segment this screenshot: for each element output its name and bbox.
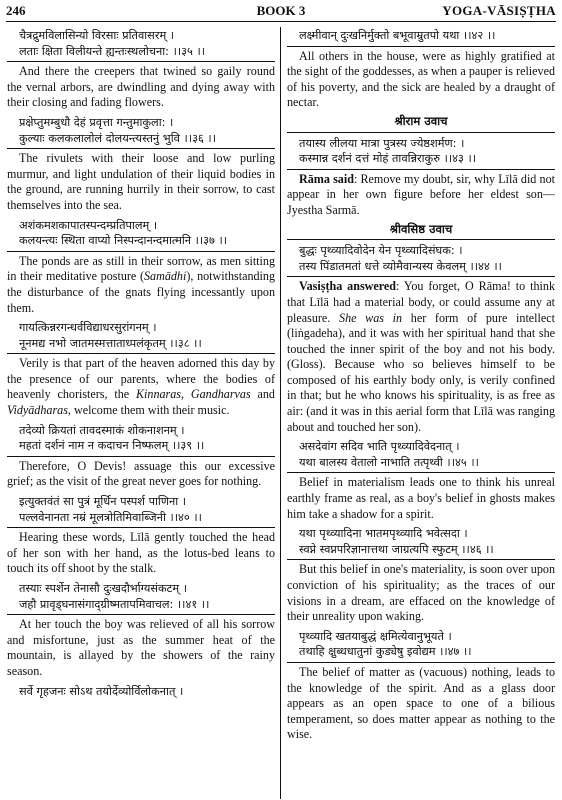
verse-line: गायत्किन्नरगन्धर्वविद्याधरसुरांगनम् ।	[19, 321, 157, 335]
verse-line: तस्याः स्पर्शेन तेनासौ दुःखदौर्भाग्यसंकटम् ।	[19, 582, 188, 595]
verse-line: पृथ्व्यादि खतयाबुद्धं क्षमित्येवानुभूयते ।	[299, 629, 452, 643]
verse-46	[287, 525, 555, 560]
translation-41: At her touch the boy was relieved of all his sorrow and misfortune, just as the summer heat of the mountain, is allayed by the showers of the rainy season.	[7, 617, 275, 678]
text-run: and	[250, 387, 275, 402]
verse-line: यथा पृथ्व्यादिना भातमपृथ्व्यादि भवेत्सदा ।	[299, 527, 468, 541]
verse-line: तदेव्यो क्रियतां तावदस्माकं शोकनाशनम् ।	[19, 423, 185, 437]
verse-line: बुद्धः पृथ्व्यादिवोदेन येन पृथ्व्यादिसंघक: ।	[299, 244, 463, 258]
verse-47	[287, 628, 555, 663]
verse-41	[7, 580, 275, 615]
verse-35	[7, 27, 275, 62]
verse-42-start	[7, 683, 275, 702]
book-label: BOOK 3	[256, 3, 306, 18]
verse-line: महतां दर्शनं नाम न कदाचन निष्फलम् ।।३९ ।।	[19, 439, 205, 453]
column-divider	[280, 27, 281, 799]
verse-line: नूनमद्य नभो जातमस्मत्ताताध्पलंकृतम् ।।३८ ।।	[19, 336, 202, 350]
verse-line: तथाहि क्षुब्धधातुनां कुड्येषु इवोद्यम ।।४७ ।।	[299, 645, 472, 659]
verse-line: स्वप्ने स्वप्नपरिज्ञानात्तथा जाग्रत्यपि स्फुटम् ।।४६ ।।	[299, 542, 494, 556]
verse-42-end	[287, 27, 555, 47]
text-run: , welcome them with their music.	[67, 403, 230, 418]
italic-term: Samādhi	[144, 269, 187, 284]
verse-line: कस्मान्न दर्शनं दत्तं मोहं तावन्निराकुरु ।।४३ ।।	[299, 152, 477, 166]
verse-line: लक्ष्मीवान् दुःखनिर्मुक्तो बभूवाम्रुतपो यथा ।।४२ ।।	[299, 29, 496, 42]
left-column	[7, 27, 275, 799]
translation-46: But this belief in one's materiality, is soon over upon conviction of his spirituality; as the traces of our visions in a dream, are effaced on the knowledge of their unreality upon waking.	[287, 562, 555, 624]
italic-term: She was in	[339, 310, 403, 325]
translation-35: And there the creepers that twined so gaily round the vernal arbors, are dwindling and dying away with their closing and fading flowers.	[7, 64, 275, 110]
verse-line: कलयन्त्यः स्थिता वाप्यो निस्पन्दानन्दमात्मनि ।।३७ ।।	[19, 234, 228, 248]
verse-line: अशंकमशकापातस्पन्दम्प्रतिपालम् ।	[19, 218, 158, 232]
speaker-heading-rama: श्रीराम उवाच	[287, 114, 555, 133]
translation-47: The belief of matter as (vacuous) nothing, leads to the knowledge of the spirit. And as a glass door appears as an open space to one of a bilious temperament, so does matter appear as nothing to the wise.	[287, 664, 555, 742]
text-run: The ponds are as still in their sorrow, as men sitting in their meditative posture (	[7, 253, 275, 284]
text-run: Verily is that part of the heaven adorned this day by the presence of our parents, where the bodies of heavenly choristers, the	[7, 356, 275, 402]
verse-36	[7, 114, 275, 149]
translation-37	[7, 254, 275, 316]
text-run: her form of pure intellect (liṅgadeha), and it was with her spiritual hand that she touched the inner spirit of the boy and not his body. (Gloss). Because who so believes himself to be composed of his earthly body only, is verily confined in that; but he who knows his spirituality, is as free as air: (and it was in this aerial form that Līlā was ranging about and touched her son).	[287, 310, 555, 434]
translation-43	[287, 172, 555, 219]
verse-line: यथा बालस्य वेतालो नाभाति तत्पृथ्वी ।।४५ ।।	[299, 455, 479, 469]
verse-line: सर्वे गृहजनः सोऽथ तयोर्देव्योर्विलोकनात् ।	[19, 684, 184, 698]
speaker-heading-vasistha: श्रीवसिष्ठ उवाच	[287, 222, 555, 241]
verse-39	[7, 422, 275, 457]
page-number: 246	[6, 3, 26, 18]
verse-line: कुल्याः कलकलालोलं दोलयन्त्यस्तनुं भुवि ।।३६ ।।	[19, 131, 216, 145]
translation-36: The rivulets with their loose and low purling murmur, and light undulation of their liquid bodies in the ground, are running hurrily in their sorrow, to cast themselves into the sea.	[7, 151, 275, 212]
text-run: : You forget, O Rāma! to think that Līlā had a material body, or could assume any at pleasure.	[287, 279, 555, 325]
text-run: : Remove my doubt, sir, why Līlā did not appear in her own figure before her eldest son— Jyestha Sarmā.	[287, 171, 555, 217]
right-column	[287, 27, 555, 799]
translation-40: Hearing these words, Līlā gently touched the head of her son with her hand, as the lotus-bed leans to touch its off shoot by the stalk.	[7, 530, 275, 576]
translation-45: Belief in materialism leads one to think his unreal earthly frame as real, as a boy's belief in ghosts makes him take a shadow for a spirit.	[287, 475, 555, 521]
verse-43	[287, 135, 555, 170]
italic-term: Vidyādharas	[7, 403, 68, 418]
header-rule	[6, 21, 556, 22]
verse-line: इत्युक्तवंतं सा पुत्रं मूर्धिन पस्पर्श पाणिना ।	[19, 495, 187, 509]
verse-line: लताः क्षिता विलीयन्ते ह्यन्तःस्थलोचना: ।।३५ ।।	[19, 44, 206, 58]
verse-line: असदेवांग सदिव भाति पृथ्व्यादिवेदनात् ।	[299, 440, 460, 454]
running-title: YOGA-VĀSIṢṬHA	[442, 3, 556, 18]
translation-44	[287, 279, 555, 435]
verse-40	[7, 493, 275, 528]
verse-37	[7, 217, 275, 252]
verse-line: तस्य पिंडातमतां धत्ते व्योमैवान्यस्य केवलम् ।।४४ ।।	[299, 259, 502, 273]
translation-39: Therefore, O Devis! assuage this our excessive grief; as the visit of the great never goes for nothing.	[7, 458, 275, 489]
speaker-label: Vasiṣṭha answered	[299, 279, 396, 294]
text-run: ), notwithstanding the disturbance of the gnats flying incessantly upon them.	[7, 269, 275, 315]
verse-line: प्रक्षेप्तुमम्बुधौ देहं प्रवृत्ता गन्तुमाकुला: ।	[19, 115, 174, 129]
verse-44	[287, 242, 555, 277]
translation-42: All others in the house, were as highly gratified at the sight of the goddesses, as when a pauper is relieved of his poverty, and the sick are healed by a draught of nectar.	[287, 48, 555, 110]
speaker-label: Rāma said	[299, 171, 354, 186]
verse-line: तयास्य लीलया मात्रा पुत्रस्य ज्येष्ठशर्मण: ।	[299, 136, 465, 150]
verse-45	[287, 438, 555, 473]
verse-38	[7, 319, 275, 354]
verse-line: जहौ प्रावृड्घनासंगाद्ग्रीष्मतापमिवाचल: ।।४१ ।।	[19, 597, 210, 611]
italic-term: Kinnaras, Gandharvas	[135, 387, 251, 402]
page-header	[6, 3, 556, 21]
translation-38	[7, 356, 275, 418]
verse-line: चैत्रद्रुमविलासिन्यो विरसाः प्रतिवासरम् ।	[19, 29, 175, 42]
verse-line: पल्लवेनानता नम्रं मूलत्रोतिमिवाब्जिनी ।।४० ।।	[19, 510, 202, 524]
